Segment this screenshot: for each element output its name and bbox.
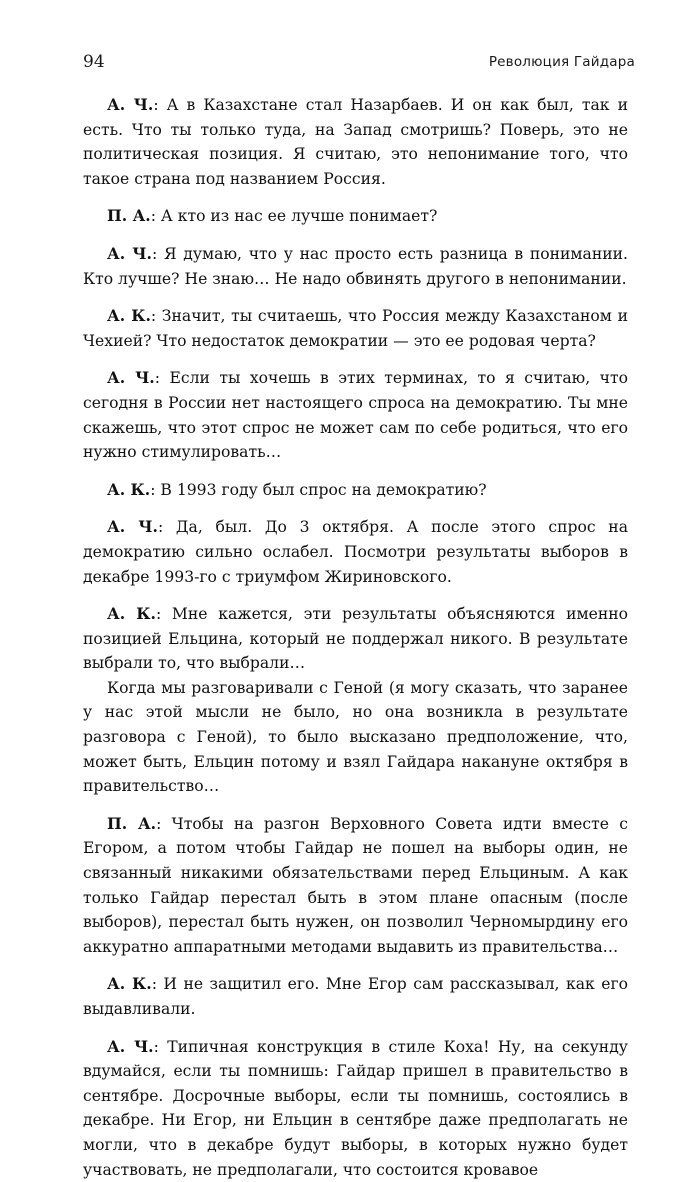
paragraph-text: Когда мы разговаривали с Геной (я могу сказать, что заранее у нас этой мысли не было, но она возникла в результате разговора с Геной), то было высказано предположение, что, может быть, Ельцин потому и взял Гайдара накануне октября в правительство…: [83, 678, 628, 796]
paragraph-text: : А кто из нас ее лучше понимает?: [150, 207, 438, 226]
dialogue-paragraph: [83, 204, 628, 229]
dialogue-paragraph: [83, 478, 628, 503]
page-header: [83, 52, 635, 78]
dialogue-paragraph: [83, 812, 628, 960]
dialogue-paragraph: [83, 242, 628, 291]
speaker-name: А. К.: [107, 604, 156, 624]
speaker-name: А. К.: [107, 974, 152, 994]
speaker-name: П. А.: [107, 813, 157, 833]
running-title: Революция Гайдара: [488, 54, 635, 70]
speaker-name: А. Ч.: [107, 243, 152, 263]
dialogue-paragraph: [83, 972, 628, 1021]
paragraph-text: : Чтобы на разгон Верховного Совета идти вместе с Егором, а потом чтобы Гайдар не пошел на выборы один, не связанный никакими обязательствами перед Ельциным. А как только Гайдар перестал быть в этом плане опасным (после выборов), перестал быть нужен, он позволил Черномырдину его аккуратно аппаратными методами выдавить из правительства…: [83, 814, 628, 956]
speaker-name: А. Ч.: [107, 368, 155, 388]
speaker-name: А. К.: [107, 306, 151, 326]
speaker-name: А. Ч.: [107, 517, 158, 537]
paragraph-text: : Мне кажется, эти результаты объясняются именно позицией Ельцина, который не поддержал никого. В результате выбрали то, что выбрали…: [83, 605, 628, 673]
paragraph-text: : И не защитил его. Мне Егор сам рассказывал, как его выдавливали.: [83, 975, 628, 1018]
paragraph-text: : Да, был. До 3 октября. А после этого спрос на демократию сильно ослабел. Посмотри результаты выборов в декабре 1993-го с триумфом Жириновского.: [83, 518, 628, 586]
speaker-name: А. Ч.: [107, 95, 154, 114]
dialogue-paragraph: [83, 515, 628, 589]
dialogue-paragraph: [83, 602, 628, 676]
speaker-name: А. К.: [107, 479, 151, 499]
paragraph-text: : Я думаю, что у нас просто есть разница в понимании. Кто лучше? Не знаю… Не надо обвинять другого в непонимании.: [83, 244, 628, 288]
paragraph-text: : В 1993 году был спрос на демократию?: [150, 480, 487, 499]
dialogue-paragraph: [83, 93, 628, 191]
paragraph-text: : Типичная конструкция в стиле Коха! Ну, на секунду вдумайся, если ты помнишь: Гайдар пришел в правительство в сентябре. Досрочные выборы, если ты помнишь, состоялись в декабре. Ни Егор, ни Ельцин в сентябре даже предполагать не могли, что в декабре будут выборы, в которых нужно будет участвовать, не предполагали, что состоится кровавое: [83, 1037, 628, 1179]
speaker-name: А. Ч.: [107, 1036, 154, 1056]
dialogue-paragraph: [83, 1035, 628, 1182]
continuation-paragraph: [83, 676, 628, 799]
paragraph-text: : А в Казахстане стал Назарбаев. И он как был, так и есть. Что ты только туда, на Запад смотришь? Поверь, это не политическая позиция. Я считаю, это непонимание того, что такое страна под названием Россия.: [83, 96, 628, 188]
body-text: [83, 93, 628, 1182]
paragraph-text: : Значит, ты считаешь, что Россия между Казахстаном и Чехией? Что недостаток демократии — это ее родовая черта?: [83, 307, 628, 350]
dialogue-paragraph: [83, 366, 628, 464]
paragraph-text: : Если ты хочешь в этих терминах, то я считаю, что сегодня в России нет настоящего спроса на демократию. Ты мне скажешь, что этот спрос не может сам по себе родиться, что его нужно стимулировать…: [83, 369, 628, 462]
page-number: 94: [83, 52, 105, 72]
dialogue-paragraph: [83, 304, 628, 353]
speaker-name: П. А.: [107, 206, 151, 226]
